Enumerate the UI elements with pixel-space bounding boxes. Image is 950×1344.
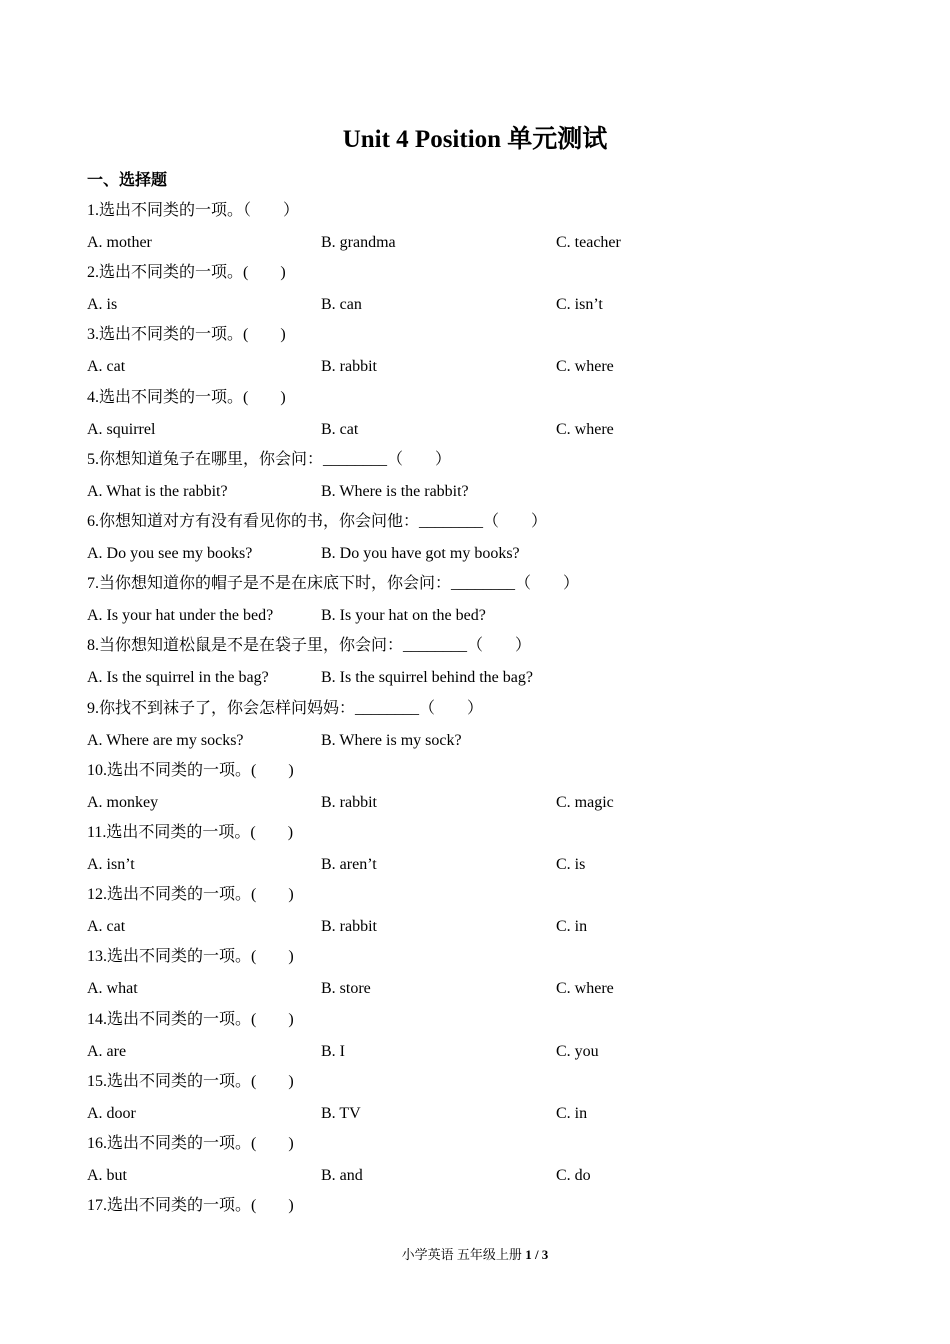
option-a: A. what	[87, 980, 138, 998]
options-row	[87, 1103, 887, 1125]
option-b: B. rabbit	[321, 358, 377, 376]
options-row	[87, 1165, 887, 1187]
question-text: 3.选出不同类的一项。( )	[87, 326, 286, 344]
option-b: B. Is your hat on the bed?	[321, 607, 486, 625]
options-row	[87, 792, 887, 814]
page-title: Unit 4 Position 单元测试	[342, 126, 608, 153]
options-row	[87, 854, 887, 876]
question-text: 13.选出不同类的一项。( )	[87, 948, 294, 966]
option-b: B. and	[321, 1167, 363, 1184]
options-row	[87, 605, 887, 627]
option-a: A. is	[87, 296, 118, 314]
options-row	[87, 543, 887, 565]
option-a: A. isn’t	[87, 856, 135, 873]
options-row	[87, 481, 887, 503]
options-row	[87, 978, 887, 1000]
options-row	[87, 232, 887, 254]
question-text: 14.选出不同类的一项。( )	[87, 1010, 294, 1028]
options-row	[87, 294, 887, 316]
option-b: B. rabbit	[321, 918, 377, 936]
option-a: A. door	[87, 1104, 136, 1122]
option-a: A. Is the squirrel in the bag?	[87, 669, 269, 687]
option-a: A. Where are my socks?	[87, 731, 244, 749]
option-c: C. do	[556, 1167, 591, 1184]
option-b: B. TV	[321, 1104, 361, 1122]
option-c: C. in	[556, 1104, 588, 1122]
option-a: A. are	[87, 1042, 127, 1060]
option-c: C. magic	[556, 793, 614, 811]
option-a: A. squirrel	[87, 420, 156, 438]
footer-text: 小学英语 五年级上册	[401, 1247, 526, 1262]
option-c: C. is	[556, 856, 586, 873]
option-c: C. where	[556, 358, 614, 376]
option-b: B. I	[321, 1042, 345, 1060]
option-c: C. where	[556, 980, 614, 998]
options-row	[87, 667, 887, 689]
option-a: A. monkey	[87, 793, 159, 811]
option-b: B. Is the squirrel behind the bag?	[321, 669, 533, 687]
option-b: B. Where is my sock?	[321, 731, 462, 749]
question-text: 10.选出不同类的一项。( )	[87, 761, 294, 779]
question-text: 16.选出不同类的一项。( )	[87, 1135, 294, 1152]
option-c: C. where	[556, 420, 614, 438]
option-b: B. can	[321, 296, 362, 314]
question-text: 17.选出不同类的一项。( )	[87, 1197, 294, 1215]
option-a: A. What is the rabbit?	[87, 482, 228, 500]
option-b: B. rabbit	[321, 793, 377, 811]
option-b: B. store	[321, 980, 371, 998]
options-row	[87, 730, 887, 752]
option-c: C. in	[556, 918, 588, 936]
question-text: 4.选出不同类的一项。( )	[87, 388, 286, 406]
page-number: 1 / 3	[525, 1247, 549, 1262]
question-text: 6.你想知道对方有没有看见你的书，你会问他：________（ ）	[87, 513, 548, 530]
option-b: B. Where is the rabbit?	[321, 482, 469, 500]
option-a: A. cat	[87, 358, 126, 376]
question-text: 7.当你想知道你的帽子是不是在床底下时，你会问：________（ ）	[87, 575, 580, 593]
option-b: B. Do you have got my books?	[321, 545, 520, 562]
section-heading: 一、选择题	[87, 172, 168, 189]
option-a: A. Is your hat under the bed?	[87, 607, 274, 625]
question-text: 12.选出不同类的一项。( )	[87, 886, 294, 904]
question-text: 5.你想知道兔子在哪里，你会问：________（ ）	[87, 450, 452, 468]
option-b: B. aren’t	[321, 856, 377, 873]
option-c: C. isn’t	[556, 296, 603, 314]
option-c: C. teacher	[556, 234, 621, 251]
question-text: 1.选出不同类的一项。（ ）	[87, 202, 300, 219]
option-b: B. cat	[321, 420, 359, 438]
option-c: C. you	[556, 1042, 599, 1060]
option-a: A. mother	[87, 234, 152, 251]
option-a: A. but	[87, 1167, 127, 1184]
question-text: 11.选出不同类的一项。( )	[87, 824, 294, 841]
question-text: 8.当你想知道松鼠是不是在袋子里，你会问：________（ ）	[87, 637, 532, 655]
question-text: 15.选出不同类的一项。( )	[87, 1072, 294, 1090]
question-text: 2.选出不同类的一项。( )	[87, 264, 286, 282]
option-b: B. grandma	[321, 234, 396, 251]
question-text: 9.你找不到袜子了，你会怎样问妈妈：________（ ）	[87, 699, 484, 717]
options-row	[87, 356, 887, 378]
options-row	[87, 1041, 887, 1063]
option-a: A. cat	[87, 918, 126, 936]
options-row	[87, 916, 887, 938]
option-a: A. Do you see my books?	[87, 545, 253, 562]
page-footer	[0, 1246, 950, 1264]
options-row	[87, 419, 887, 441]
